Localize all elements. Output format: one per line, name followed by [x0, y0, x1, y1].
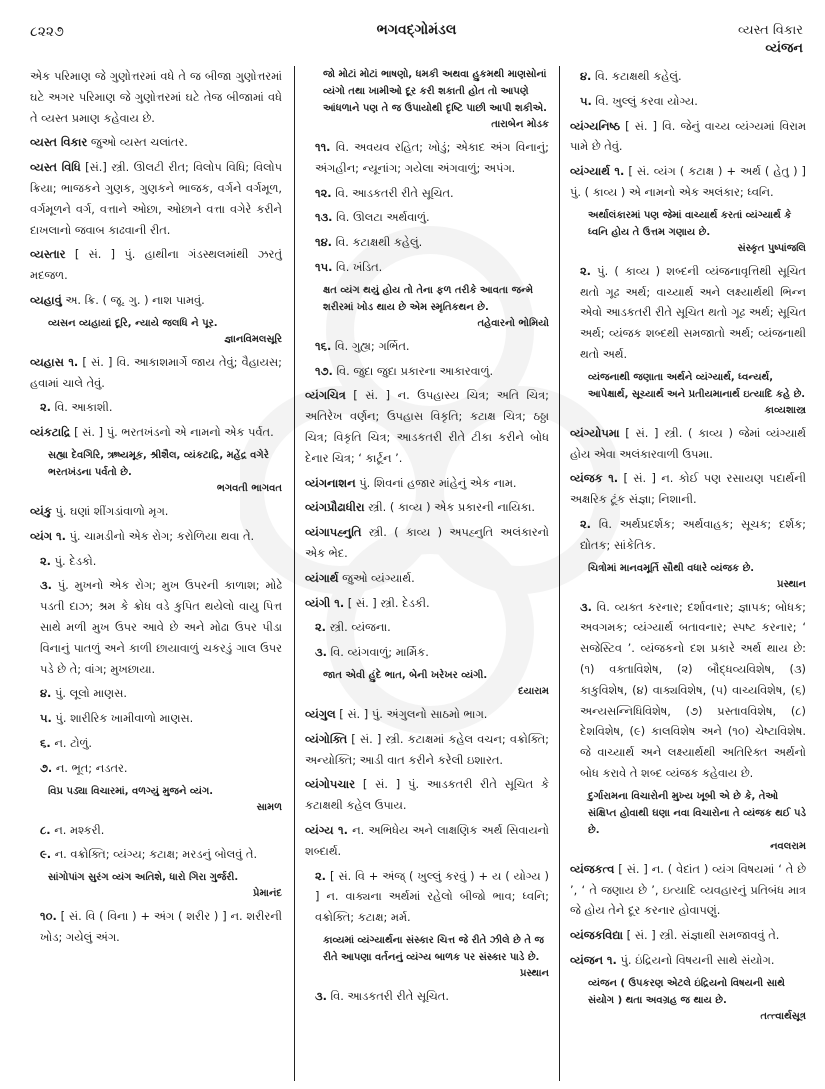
book-title: ભગવદ્ગોમંડલ	[376, 22, 457, 38]
citation-source: સામળ	[256, 801, 282, 813]
headword: વ્યંગનાશન	[305, 475, 356, 490]
dictionary-entry	[305, 774, 549, 816]
definition-text: અ. ક્રિ. ( જૂ. ગુ. ) નાશ પામવું.	[61, 292, 205, 307]
sense-item	[305, 986, 549, 1007]
citation-quote: જો મોટાં મોટાં ભાષણો, ધમકી અથવા હુકમથી માણસોનાં વ્યંગો તથા ખામીઓ દૂર કરી શકાતી હોત તો આપણે આંધળાને પણ તે જ ઉપાયોથી દૃષ્ટિ પાછી આપી શકીએ.	[323, 69, 547, 114]
guide-words	[738, 22, 803, 58]
sense-item	[570, 66, 806, 87]
dictionary-entry	[30, 526, 282, 547]
citation-source: નવલરામ	[770, 840, 806, 852]
sense-item	[30, 758, 282, 779]
citation-source: તારાબેન મોડક	[491, 119, 549, 130]
sense-item	[305, 257, 549, 278]
headword: વ્યહાસ ૧.	[30, 354, 79, 369]
definition-text: વિ. ગુહ્ય; ગર્ભિત.	[331, 338, 410, 353]
definition-text: [ સં. ] પું. હાથીના ગંડસ્થલમાંથી ઝરતું મદજળ.	[30, 247, 282, 283]
dictionary-entry	[30, 290, 282, 311]
definition-text: [ સં. ] વિ. જેનું વાચ્ય વ્યંગ્યમાં વિરામ પામે છે તેવું.	[570, 118, 806, 154]
sense-number: ૨.	[580, 263, 592, 278]
dictionary-entry	[30, 157, 282, 240]
dictionary-entry	[570, 468, 806, 510]
sense-item	[305, 137, 549, 179]
definition-text: વિ. અર્થપ્રદર્શક; અર્થવાહક; સૂચક; દર્શક; દ્યોતક; સાંકેતિક.	[580, 516, 806, 552]
headword: વ્યંજકવિદ્યા	[570, 928, 624, 943]
headword: વ્યંકુ	[30, 503, 52, 518]
sense-number: ૨.	[315, 868, 327, 883]
headword: વ્યંજકત્વ	[570, 861, 615, 876]
sense-number: ૧૩.	[315, 210, 333, 225]
citation-quote: ક્ષત વ્યંગ થયું હોય તો તેના ફળ તરીકે આવતા જન્મે શરીરમાં ખોડ થાય છે એમ સ્મૃતિકથન છે.	[323, 284, 534, 313]
definition-text: ન. વક્રોક્તિ; વ્યંગ્ય; કટાક્ષ; મરડનું બોલવું તે.	[51, 847, 258, 862]
definition-text: વિ. વ્યક્ત કરનાર; દર્શાવનાર; જ્ઞાપક; બોધક; અવગમક; વ્યંગ્યાર્થ બતાવનાર; સ્પષ્ટ કરનાર; ‘ સજેસ્ટિવ ’. વ્યંજકનો દશ પ્રકારે અર્થ થાય છે: (૧) વક્તાવિશેષ, (૨) બૌદ્ધવ્યવિશેષ, (૩) કાકુવિશેષ, (૪) વાક્યવિશેષ, (૫) વાચ્યવિશેષ, (૬) અન્યસન્નિધિવિશેષ, (૭) પ્રસ્તાવવિશેષ, (૮) દેશવિશેષ, (૯) કાલવિશેષ અને (૧૦) ચેષ્ટાવિશેષ. જે વાચ્યાર્થ અને લક્ષ્યાર્થથી અતિરિક્ત અર્થનો બોધ કરાવે તે શબ્દ વ્યંજક કહેવાય છે.	[580, 599, 806, 780]
sense-number: ૩.	[315, 988, 327, 1003]
citation-quote: જાત એવી હુંદે ભાત, બેની ખરેખર વ્યંગી.	[323, 669, 488, 681]
dictionary-entry	[305, 385, 549, 468]
dictionary-entry	[570, 161, 806, 203]
sense-number: ૪.	[580, 69, 592, 83]
sense-item	[305, 617, 549, 638]
citation-quote: સાંગોપાંગ સુરંગ વ્યંગ અતિશે, ધારો ગિરા ગુર્જરી.	[48, 872, 239, 884]
dictionary-entry	[305, 704, 549, 725]
definition-text: વિ. કટાક્ષથી કહેલું.	[591, 69, 682, 83]
headword: વ્યંગ્યનિષ્ઠ	[570, 118, 621, 133]
definition-text: જુઓ વ્યસ્ત ચલાંતર.	[87, 135, 188, 150]
citation-quote: વિપ્ર પડ્યા વિચારમાં, વળગ્યું મુજને વ્યંગ.	[48, 785, 214, 797]
sense-number: ૫.	[580, 93, 592, 108]
headword: વ્યંગપ્રૌઢાધીરા	[305, 500, 365, 515]
page-number: ૮૨૨૭	[30, 24, 64, 40]
dictionary-entry	[30, 132, 282, 153]
citation-quote: ચિત્રોમાં માનવમૂર્તિ સૌથી વધારે વ્યંજક છે.	[588, 562, 755, 574]
sense-number: ૨.	[315, 620, 327, 635]
definition-text: [ સં. ] સ્ત્રી. ( કાવ્ય ) જેમાં વ્યંગ્યાર્થ હોય એવા અલંકારવાળી ઉપમા.	[570, 425, 806, 461]
definition-text: [ સં. ] ન. ( વેદાંત ) વ્યંગ વિષયમાં ‘ તે છે ’, ‘ તે જણાય છે ’, ઇત્યાદિ વ્યવહારનું પ્રતિબંધ માત્ર જે હોય તેને દૂર કરનાર હોવાપણું.	[570, 861, 806, 918]
citation-source: પ્રસ્થાન	[519, 967, 549, 979]
sense-number: ૪.	[40, 686, 52, 701]
sense-number: ૨.	[40, 400, 52, 415]
citation-quote: વ્યસન વ્યહાયાં દૂરિ, ન્યાયે જલધિ ને પૂર.	[48, 317, 218, 329]
page-header	[30, 14, 803, 58]
definition-text: [ સં. વિ + અંજ્ ( ખુલ્લું કરવું ) + ય ( યોગ્ય ) ] ન. વાક્યના અર્થમાં રહેલો બીજો ભાવ; ધ્વનિ; વક્રોક્તિ; કટાક્ષ; મર્મ.	[315, 868, 549, 925]
definition-text: વિ. જુદા જુદા પ્રકારના આકારવાળું.	[332, 363, 494, 378]
definition-text: વિ. ઊલટા અર્થવાળું.	[332, 210, 430, 225]
dictionary-entry	[305, 497, 549, 518]
definition-text: [ સં. ] ન. કોઈ પણ રસાયણ પદાર્થની અક્ષરિક ટૂંક સંજ્ઞા; નિશાની.	[570, 471, 806, 507]
citation-quote: વ્યંજનાથી જણાતા અર્થને વ્યંગ્યાર્થ, ધ્વન્યર્થ, આપેક્ષાર્થ, સૂચ્યાર્થ અને પ્રતીયમાનાર્થ ઇત્યાદિ કહે છે.	[588, 371, 806, 400]
headword: વ્યંકટાદ્રિ	[30, 425, 71, 440]
definition-text: સ્ત્રી. ( કાવ્ય ) એક પ્રકારની નાયિકા.	[364, 500, 535, 515]
headword: વ્યસ્ત વિકાર	[30, 135, 88, 150]
citation-quote: વ્યંજન ( ઉપકરણ એટલે ઇંદ્રિયનો વિષયની સાથે સંયોગ ) થતા અવગ્રહ જ થાય છે.	[588, 977, 785, 1006]
headword: વ્યંગી ૧.	[305, 595, 345, 610]
sense-number: ૧૭.	[315, 363, 333, 378]
citation-source: પ્રસ્થાન	[776, 578, 806, 590]
definition-text: [ સં. ] વિ. આકાશમાર્ગે જાય તેવું; વૈહાયસ; હવામાં ચાલે તેવું.	[30, 354, 282, 390]
sense-number: ૧૬.	[315, 338, 332, 353]
definition-text: [ સં. વિ ( વિના ) + અંગ ( શરીર ) ] ન. શરીરની ખોડ; ગયેલું અંગ.	[40, 909, 282, 944]
sense-number: ૨.	[40, 553, 52, 568]
dictionary-entry	[305, 568, 549, 589]
dictionary-entry	[570, 859, 806, 921]
sense-number: ૧૫.	[315, 259, 333, 274]
definition-text: પું. ચામડીનો એક રોગ; કરોળિયા થવા તે.	[65, 528, 255, 543]
definition-text: ન. ભૂત; નડતર.	[52, 760, 128, 775]
definition-text: પું. શિવનાં હજાર માંહેનું એક નામ.	[355, 475, 517, 490]
definition-text: પું. ઘણાં શીંગડાંવાળો મૃગ.	[51, 503, 169, 518]
definition-text: પું. દેડકો.	[51, 553, 97, 568]
sense-item	[570, 91, 806, 112]
sense-number: ૭.	[40, 760, 53, 775]
citation-source: ભગવતી ભાગવત	[216, 482, 282, 494]
sense-item	[305, 207, 549, 228]
dictionary-entry	[305, 820, 549, 862]
headword: વ્યંગુલ	[305, 706, 336, 721]
headword: વ્યસ્ત વિધિ	[30, 160, 81, 175]
definition-text: ન. અભિધેય અને લાક્ષણિક અર્થ સિવાયનો શબ્દાર્થ.	[305, 822, 549, 858]
sense-number: ૧૧.	[315, 140, 331, 154]
definition-text: સ્ત્રી. ( કાવ્ય ) અપહ્નુતિ અલંકારનો એક ભેદ.	[305, 525, 549, 560]
sense-item	[30, 575, 282, 679]
sense-item	[305, 232, 549, 253]
headword: વ્યંગ્ય ૧.	[305, 822, 348, 837]
dictionary-entry	[570, 925, 806, 946]
column-3	[560, 66, 806, 1081]
definition-text: ન. મશ્કરી.	[50, 822, 105, 837]
headword: વ્યંગાપહ્નુતિ	[305, 525, 362, 540]
dictionary-entry	[305, 473, 549, 494]
headword: વ્યહાવું	[30, 292, 62, 307]
citation-quote: અર્થાલંકારમાં પણ જેમાં વાચ્યાર્થ કરતાં વ્યંગ્યાર્થ કે ધ્વનિ હોય તે ઉત્તમ ગણાય છે.	[588, 209, 792, 238]
dictionary-entry	[30, 244, 282, 286]
definition-text: વિ. આડકતરી રીતે સૂચિત.	[331, 185, 454, 200]
headword: વ્યસ્તાર	[30, 247, 66, 262]
sense-item	[30, 683, 282, 704]
definition-text: સ્ત્રી. વ્યંજના.	[326, 620, 391, 635]
definition-text: [ સં. ] સ્ત્રી. સંજ્ઞાથી સમજાવવું તે.	[623, 928, 780, 943]
sense-item	[30, 733, 282, 754]
sense-item	[305, 183, 549, 204]
sense-item	[30, 820, 282, 841]
definition-text: ન. ટોળું.	[50, 735, 93, 750]
guide-word-first: વ્યસ્ત વિકાર	[738, 23, 803, 38]
dictionary-entry	[30, 352, 282, 394]
citation-quote: સહ્યા દેવગિરિ, ઋષ્યમૂક, શ્રીશૈલ, વ્યંકટાદ્રિ, મહેંદ્ર વગેરે ભરતખંડના પર્વતો છે.	[48, 449, 269, 478]
definition-text: વિ. આડકતરી રીતે સૂચિત.	[326, 988, 449, 1003]
headword: વ્યંગ ૧.	[30, 528, 66, 543]
definition-text: [ સં. ] ન. ઉપહાસ્ય ચિત્ર; અતિ ચિત્ર; અતિરેખ વર્ણન; ઉપહાસ વિકૃતિ; કટાક્ષ ચિત્ર; ઠઠ્ઠા ચિત્ર; વિકૃતિ ચિત્ર; આડકતરી રીતે ટીકા કરીને બોધ દેનાર ચિત્ર; ‘ કાર્ટૂન ’.	[305, 388, 549, 465]
definition-text: પું. મુખનો એક રોગ; મુખ ઉપરની કાળાશ; મોઢે પડતી દાઝ; શ્રમ કે ક્રોધ વડે કુપિત થયેલો વાયુ પિત્ત સાથે મળી મુખ ઉપર આવે છે અને મોઢા ઉપર પીડા વિનાનું પાતળું અને કાળી છાયાવાળું ચકરડું ગાલ ઉપર પડે છે તે; વાંગ; મુખછાયા.	[40, 578, 282, 676]
citation-quote: દુર્ગારામના વિચારોની મુખ્ય ખૂબી એ છે કે, તેઓ સંક્ષિપ્ત હોવાથી ઘણા નવા વિચારોના તે વ્યંજક થઈ પડે છે.	[588, 790, 806, 836]
headword: વ્યંગ્યાર્થ ૧.	[570, 164, 625, 179]
sense-number: ૧૪.	[315, 235, 332, 250]
sense-item	[30, 551, 282, 572]
continued-text: એક પરિમાણ જે ગુણોત્તરમાં વધે તે જ બીજા ગુણોત્તરમાં ઘટે અગર પરિમાણ જે ગુણોત્તરમાં ઘટે તેજ બીજામાં વધે તે વ્યસ્ત પ્રમાણ કહેવાય છે.	[30, 69, 282, 125]
definition-text: [ સં. ] પું. ભરતખંડનો એ નામનો એક પર્વત.	[70, 425, 274, 440]
definition-text: [સં.] સ્ત્રી. ઊલટી રીત; વિલોપ વિધિ; વિલોપ ક્રિયા; ભાજકને ગુણક, ગુણકને ભાજક, વર્ગને વર્ગમૂળ, વર્ગમૂળને વર્ગ, વત્તાને ઓછા, ઓછાને વત્તા વગેરે કરીને દાખલાનો જવાબ કાઢવાની રીત.	[30, 160, 282, 237]
sense-item	[570, 597, 806, 784]
sense-item	[305, 361, 549, 382]
headword: વ્યંજન ૧.	[570, 952, 617, 967]
dictionary-columns	[30, 66, 806, 1081]
sense-item	[305, 866, 549, 928]
sense-number: ૧૦.	[40, 909, 57, 924]
definition-text: પું. શારીરિક ખામીવાળો માણસ.	[51, 711, 194, 726]
definition-text: [ સં. ] પું. આડકતરી રીતે સૂચિત કે કટાક્ષથી કહેલ ઉપાય.	[305, 777, 549, 813]
sense-number: ૯.	[40, 847, 52, 862]
definition-text: [ સં. વ્યંગ ( કટાક્ષ ) + અર્થ ( હેતુ ) ] પું. ( કાવ્ય ) એ નામનો એક અલંકાર; ધ્વનિ.	[570, 164, 806, 199]
headword: વ્યંગ્યોપમા	[570, 425, 620, 440]
headword: વ્યંગોપચાર	[305, 777, 356, 792]
headword: વ્યંગોક્તિ	[305, 731, 348, 746]
sense-item	[30, 844, 282, 865]
dictionary-entry	[305, 593, 549, 614]
column-1	[30, 66, 295, 1081]
definition-text: પું. લૂલો માણસ.	[51, 686, 127, 701]
definition-text: વિ. વ્યંગવાળું; માર્મિક.	[326, 645, 429, 660]
sense-number: ૩.	[315, 645, 327, 660]
definition-text: વિ. આકાશી.	[51, 400, 113, 415]
dictionary-entry	[305, 729, 549, 771]
dictionary-entry	[30, 501, 282, 522]
citation-source: તહેવારનો ભોમિયો	[477, 317, 549, 329]
headword: વ્યંગચિત્ર	[305, 388, 346, 403]
sense-item	[30, 906, 282, 948]
headword: વ્યંજક ૧.	[570, 471, 619, 486]
sense-number: ૮.	[40, 822, 51, 837]
dictionary-entry	[570, 423, 806, 465]
definition-text: પું. ( કાવ્ય ) શબ્દની વ્યંજનાવૃત્તિથી સૂચિત થતો ગૂઢ અર્થ; વાચ્યાર્થ અને લક્ષ્યાર્થથી ભિન્ન એવો આડકતરી રીતે સૂચિત થતો ગૂઢ અર્થ; સૂચિત અર્થ; વ્યંજક શબ્દથી સમજાતો અર્થ; વ્યંજનાથી થતો અર્થ.	[580, 263, 806, 361]
citation-source: કાવ્યશાસ્ત્ર	[764, 404, 806, 416]
citation-source: જ્ઞાનવિમલસૂરિ	[224, 333, 282, 345]
citation-source: પ્રેમાનંદ	[252, 888, 282, 900]
definition-text: [ સં. ] પું. અંગુલનો સાઠમો ભાગ.	[335, 706, 488, 721]
sense-number: ૩.	[580, 599, 592, 614]
dictionary-entry	[570, 950, 806, 971]
sense-item	[570, 514, 806, 556]
column-2	[295, 66, 560, 1081]
sense-number: ૧૨.	[315, 185, 332, 200]
headword: વ્યંગાર્થ	[305, 570, 339, 585]
sense-number: ૬.	[40, 735, 51, 750]
dictionary-entry	[305, 522, 549, 564]
sense-number: ૫.	[40, 711, 52, 726]
citation-source: દયારામ	[518, 685, 549, 697]
citation-quote: કાવ્યમાં વ્યંગ્યાર્થના સંસ્કાર ચિત્ત જે રીતે ઝીલે છે તે જ રીતે આપણા વર્તનનું વ્યંગ્ય બાળક પર સંસ્કાર પાડે છે.	[323, 934, 544, 963]
sense-item	[305, 336, 549, 357]
sense-item	[570, 261, 806, 365]
sense-item	[30, 708, 282, 729]
definition-text: વિ. ખંડિત.	[332, 259, 383, 274]
sense-number: ૩.	[40, 578, 52, 593]
definition-text: [ સં. ] સ્ત્રી. કટાક્ષમાં કહેલ વચન; વક્રોક્તિ; અન્યોક્તિ; આડી વાત કરીને કરેલી ઇશારત.	[305, 731, 549, 767]
citation-source: તત્ત્વાર્થસૂત્ર	[760, 1010, 806, 1022]
definition-text: પું. ઇંદ્રિયનો વિષયની સાથે સંયોગ.	[616, 952, 775, 967]
sense-number: ૨.	[580, 516, 592, 531]
dictionary-entry	[30, 422, 282, 443]
definition-text: [ સં. ] સ્ત્રી. દેડકી.	[344, 595, 430, 610]
dictionary-entry	[570, 116, 806, 158]
definition-text: વિ. ખુલ્લું કરવા યોગ્ય.	[591, 93, 698, 108]
definition-text: વિ. અવયવ રહિત; ખોડું; એકાદ અંગ વિનાનું; અંગહીન; ન્યૂનાંગ; ગયેલા અંગવાળું; અપંગ.	[315, 140, 549, 175]
definition-text: વિ. કટાક્ષથી કહેલું.	[331, 235, 423, 250]
sense-item	[30, 397, 282, 418]
citation-source: સંસ્કૃત પુષ્પાંજલિ	[737, 242, 806, 254]
definition-text: જુઓ વ્યંગ્યાર્થ.	[338, 570, 415, 585]
sense-item	[305, 642, 549, 663]
guide-word-last: વ્યંજન	[765, 41, 803, 56]
